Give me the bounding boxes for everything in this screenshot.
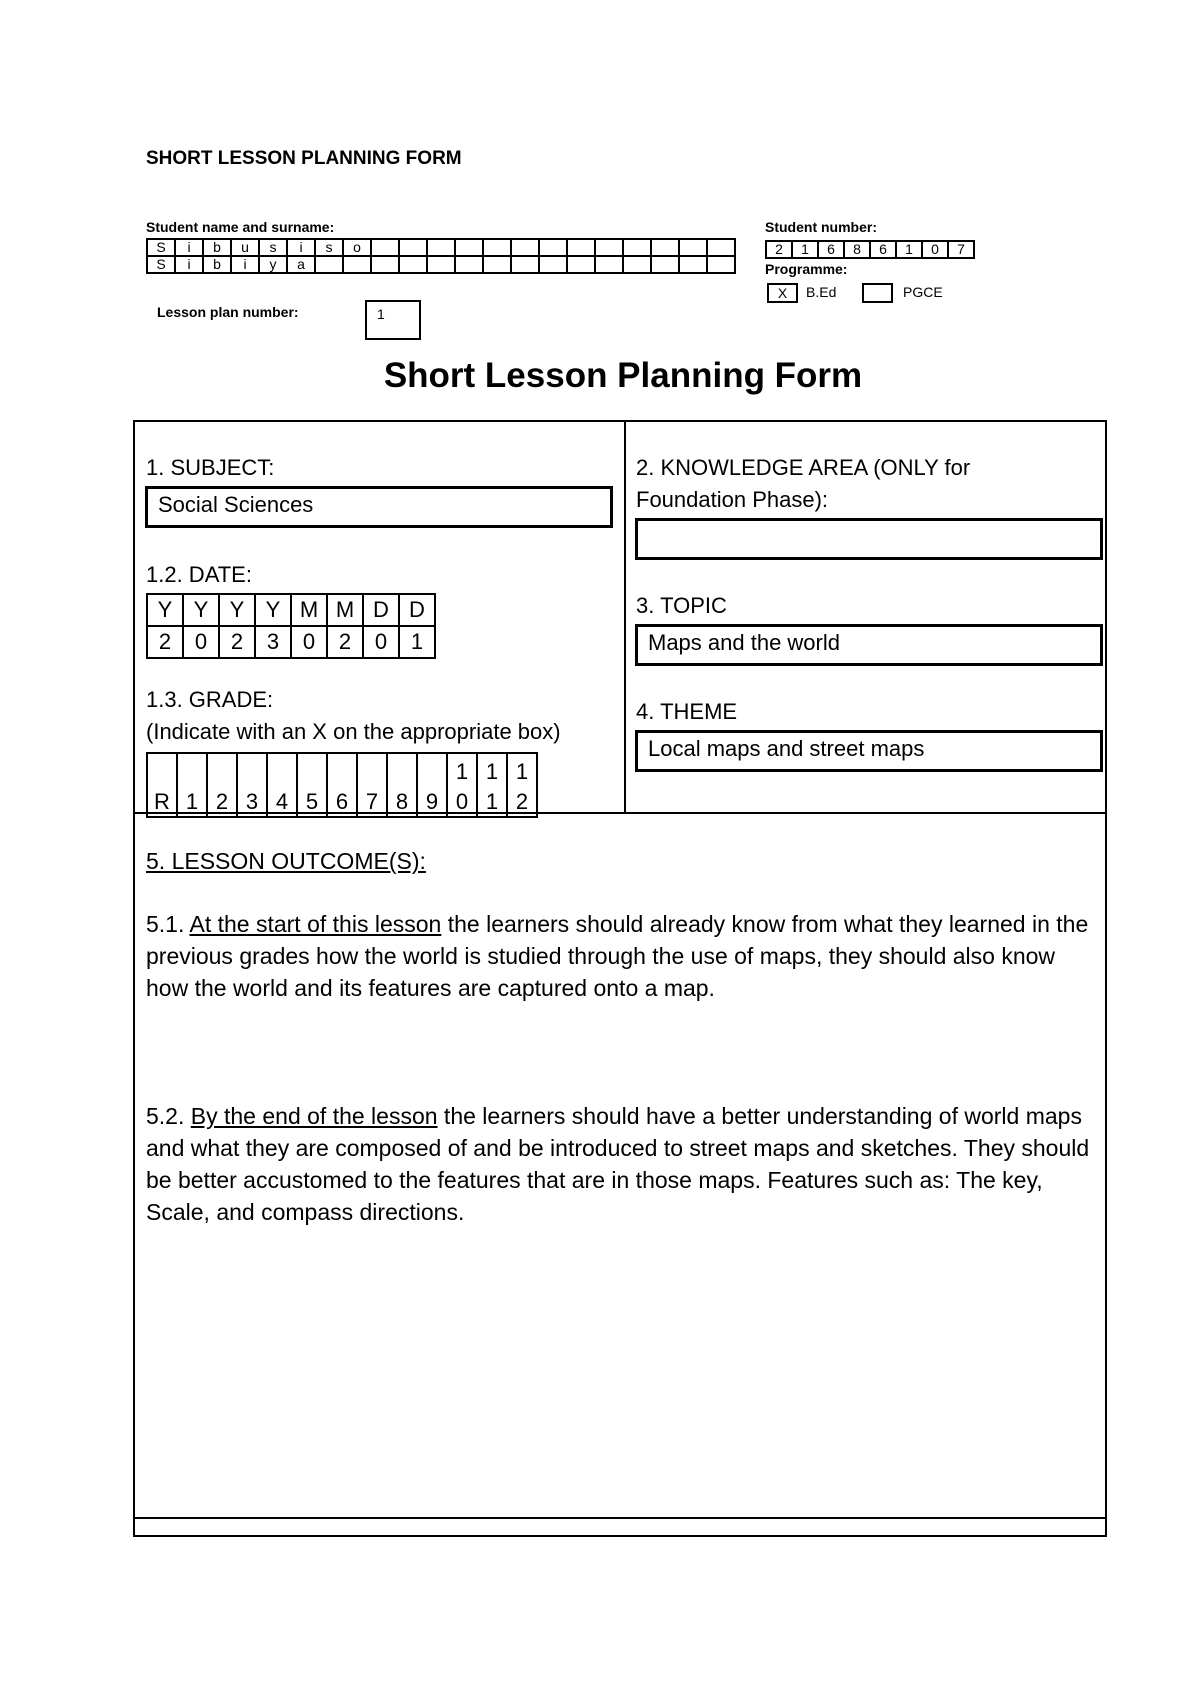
grade-cell[interactable] bbox=[507, 753, 537, 817]
knowledge-area-input[interactable] bbox=[635, 518, 1103, 560]
name-row2-cell[interactable]: S bbox=[147, 256, 175, 273]
date-label: 1.2. DATE: bbox=[146, 562, 252, 587]
outcome-2-text: the learners should have a better understanding of world maps and what they are composed of and be introduced to street maps and sketches. They should be better accustomed to the features that are in those maps. Features such as: The key, Scale, and compass directions. bbox=[146, 1103, 1090, 1225]
name-row1-cell[interactable] bbox=[399, 239, 427, 256]
date-value-cell[interactable]: 0 bbox=[363, 626, 399, 658]
student-number-cell[interactable]: 6 bbox=[870, 241, 896, 258]
date-header-cell[interactable]: Y bbox=[219, 594, 255, 626]
grade-cell-top bbox=[358, 758, 386, 788]
name-row1-cell[interactable]: b bbox=[203, 239, 231, 256]
grade-cell[interactable] bbox=[477, 753, 507, 817]
column-divider bbox=[624, 420, 626, 813]
grade-cell-bottom: 8 bbox=[395, 789, 409, 814]
grade-cell-bottom: 7 bbox=[365, 789, 379, 814]
lesson-plan-number-box[interactable]: 1 bbox=[365, 300, 421, 340]
student-number-cell[interactable]: 6 bbox=[818, 241, 844, 258]
name-row1-cell[interactable] bbox=[623, 239, 651, 256]
subject-label: 1. SUBJECT: bbox=[146, 455, 275, 480]
name-row1-cell[interactable] bbox=[371, 239, 399, 256]
grade-cell-bottom: 4 bbox=[275, 789, 289, 814]
name-row1-cell[interactable] bbox=[707, 239, 735, 256]
date-value-cell[interactable]: 3 bbox=[255, 626, 291, 658]
name-row2-cell[interactable]: i bbox=[175, 256, 203, 273]
name-row2-cell[interactable] bbox=[455, 256, 483, 273]
name-row2-cell[interactable] bbox=[315, 256, 343, 273]
grade-cell[interactable] bbox=[207, 753, 237, 817]
name-row1-cell[interactable]: S bbox=[147, 239, 175, 256]
grade-cell[interactable] bbox=[297, 753, 327, 817]
outcome-1-underlined: At the start of this lesson bbox=[189, 911, 442, 937]
grade-cell[interactable] bbox=[267, 753, 297, 817]
date-header-cell[interactable]: Y bbox=[255, 594, 291, 626]
name-row2-cell[interactable] bbox=[343, 256, 371, 273]
grade-cell-bottom: 1 bbox=[185, 789, 199, 814]
programme-bed-checkbox[interactable]: X bbox=[767, 283, 798, 303]
grade-cell-top bbox=[148, 758, 176, 788]
grade-cell-top: 1 bbox=[485, 759, 499, 784]
grade-cell-bottom: 5 bbox=[305, 789, 319, 814]
topic-input[interactable]: Maps and the world bbox=[635, 624, 1103, 666]
programme-pgce-checkbox[interactable] bbox=[862, 283, 893, 303]
grade-cell-bottom: 1 bbox=[485, 789, 499, 814]
name-row2-cell[interactable] bbox=[679, 256, 707, 273]
student-name-label: Student name and surname: bbox=[146, 219, 335, 235]
name-row1-cell[interactable] bbox=[455, 239, 483, 256]
grade-cell-top bbox=[298, 758, 326, 788]
form-title: Short Lesson Planning Form bbox=[383, 356, 863, 395]
name-row1-cell[interactable] bbox=[483, 239, 511, 256]
student-number-cell[interactable]: 1 bbox=[896, 241, 922, 258]
lesson-plan-label: Lesson plan number: bbox=[157, 304, 299, 320]
knowledge-area-label-2: Foundation Phase): bbox=[636, 487, 829, 512]
name-row2-cell[interactable] bbox=[371, 256, 399, 273]
outcome-paragraph-1 bbox=[146, 908, 1096, 1004]
name-row2-cell[interactable] bbox=[539, 256, 567, 273]
name-row2-cell[interactable] bbox=[623, 256, 651, 273]
outcome-2-underlined: By the end of the lesson bbox=[190, 1103, 438, 1129]
name-row2-cell[interactable] bbox=[707, 256, 735, 273]
date-header-cell[interactable]: M bbox=[327, 594, 363, 626]
name-row1-cell[interactable]: o bbox=[343, 239, 371, 256]
name-row2-cell[interactable] bbox=[567, 256, 595, 273]
grade-cell-bottom: R bbox=[154, 789, 170, 814]
date-value-cell[interactable]: 2 bbox=[219, 626, 255, 658]
header-title: SHORT LESSON PLANNING FORM bbox=[146, 148, 462, 169]
programme-label: Programme: bbox=[765, 261, 848, 277]
knowledge-area-label-1: 2. KNOWLEDGE AREA (ONLY for bbox=[636, 455, 971, 480]
date-grid[interactable] bbox=[146, 593, 436, 659]
name-row2-cell[interactable]: i bbox=[231, 256, 259, 273]
student-number-label: Student number: bbox=[765, 219, 877, 235]
outcome-paragraph-2 bbox=[146, 1100, 1096, 1228]
name-row1-cell[interactable]: u bbox=[231, 239, 259, 256]
name-row2-cell[interactable] bbox=[511, 256, 539, 273]
programme-pgce-label: PGCE bbox=[903, 284, 943, 300]
footer-divider bbox=[133, 1517, 1107, 1519]
subject-input[interactable]: Social Sciences bbox=[145, 486, 613, 528]
name-row1-cell[interactable] bbox=[679, 239, 707, 256]
name-row2-cell[interactable] bbox=[427, 256, 455, 273]
grade-label: 1.3. GRADE: bbox=[146, 687, 274, 712]
name-row1-cell[interactable] bbox=[427, 239, 455, 256]
student-number-cell[interactable]: 8 bbox=[844, 241, 870, 258]
name-row2-cell[interactable]: y bbox=[259, 256, 287, 273]
date-value-cell[interactable]: 0 bbox=[183, 626, 219, 658]
date-header-cell[interactable]: D bbox=[399, 594, 435, 626]
name-row1-cell[interactable]: i bbox=[287, 239, 315, 256]
name-row1-cell[interactable]: i bbox=[175, 239, 203, 256]
outcomes-label: 5. LESSON OUTCOME(S): bbox=[146, 848, 426, 874]
name-row2-cell[interactable] bbox=[399, 256, 427, 273]
outcome-1-text: the learners should already know from what they learned in the previous grades how the world is studied through the use of maps, they should also know how the world and its features are captured onto a map. bbox=[146, 911, 1089, 1001]
programme-bed-label: B.Ed bbox=[806, 284, 837, 300]
student-number-cell[interactable]: 2 bbox=[766, 241, 792, 258]
name-row1-cell[interactable] bbox=[539, 239, 567, 256]
grade-instruction: (Indicate with an X on the appropriate box) bbox=[146, 719, 561, 744]
date-header-cell[interactable]: M bbox=[291, 594, 327, 626]
grade-cell[interactable] bbox=[447, 753, 477, 817]
grade-cell-top bbox=[208, 758, 236, 788]
grade-cell-bottom: 9 bbox=[425, 789, 439, 814]
name-row1-cell[interactable]: s bbox=[315, 239, 343, 256]
date-header-cell[interactable]: Y bbox=[183, 594, 219, 626]
grade-cell-top bbox=[238, 758, 266, 788]
grade-cell[interactable] bbox=[417, 753, 447, 817]
student-number-cell[interactable]: 1 bbox=[792, 241, 818, 258]
grade-cell-top bbox=[268, 758, 296, 788]
theme-label: 4. THEME bbox=[636, 699, 738, 724]
date-value-cell[interactable]: 2 bbox=[147, 626, 183, 658]
name-row2-cell[interactable] bbox=[651, 256, 679, 273]
grade-cell-top bbox=[178, 758, 206, 788]
student-name-grid[interactable] bbox=[146, 238, 736, 274]
name-row1-cell[interactable] bbox=[595, 239, 623, 256]
name-row1-cell[interactable]: s bbox=[259, 239, 287, 256]
grade-cell-top bbox=[418, 758, 446, 788]
student-number-grid[interactable] bbox=[765, 240, 975, 259]
outcome-1-prefix: 5.1. bbox=[146, 911, 190, 937]
grade-cell[interactable] bbox=[387, 753, 417, 817]
grade-cell[interactable] bbox=[147, 753, 177, 817]
grade-cell-bottom: 0 bbox=[455, 789, 469, 814]
grade-cell-bottom: 6 bbox=[335, 789, 349, 814]
name-row1-cell[interactable] bbox=[511, 239, 539, 256]
date-value-cell[interactable]: 0 bbox=[291, 626, 327, 658]
grade-cell-bottom: 3 bbox=[245, 789, 259, 814]
grade-cell[interactable] bbox=[357, 753, 387, 817]
grade-cell-top bbox=[388, 758, 416, 788]
theme-input[interactable]: Local maps and street maps bbox=[635, 730, 1103, 772]
name-row2-cell[interactable] bbox=[483, 256, 511, 273]
date-value-cell[interactable]: 2 bbox=[327, 626, 363, 658]
outcome-2-prefix: 5.2. bbox=[146, 1103, 191, 1129]
grade-cell[interactable] bbox=[177, 753, 207, 817]
grade-cell-bottom: 2 bbox=[215, 789, 229, 814]
student-number-cell[interactable]: 7 bbox=[948, 241, 974, 258]
name-row1-cell[interactable] bbox=[567, 239, 595, 256]
grade-cell[interactable] bbox=[237, 753, 267, 817]
date-header-cell[interactable]: Y bbox=[147, 594, 183, 626]
grade-cell-top bbox=[328, 758, 356, 788]
name-row2-cell[interactable]: a bbox=[287, 256, 315, 273]
name-row2-cell[interactable] bbox=[595, 256, 623, 273]
student-number-cell[interactable]: 0 bbox=[922, 241, 948, 258]
date-header-cell[interactable]: D bbox=[363, 594, 399, 626]
name-row2-cell[interactable]: b bbox=[203, 256, 231, 273]
topic-label: 3. TOPIC bbox=[636, 593, 727, 618]
grade-cell-bottom: 2 bbox=[515, 789, 529, 814]
grade-cell-top: 1 bbox=[455, 759, 469, 784]
grade-cell[interactable] bbox=[327, 753, 357, 817]
grade-grid[interactable] bbox=[146, 752, 538, 818]
grade-cell-top: 1 bbox=[515, 759, 529, 784]
date-value-cell[interactable]: 1 bbox=[399, 626, 435, 658]
name-row1-cell[interactable] bbox=[651, 239, 679, 256]
